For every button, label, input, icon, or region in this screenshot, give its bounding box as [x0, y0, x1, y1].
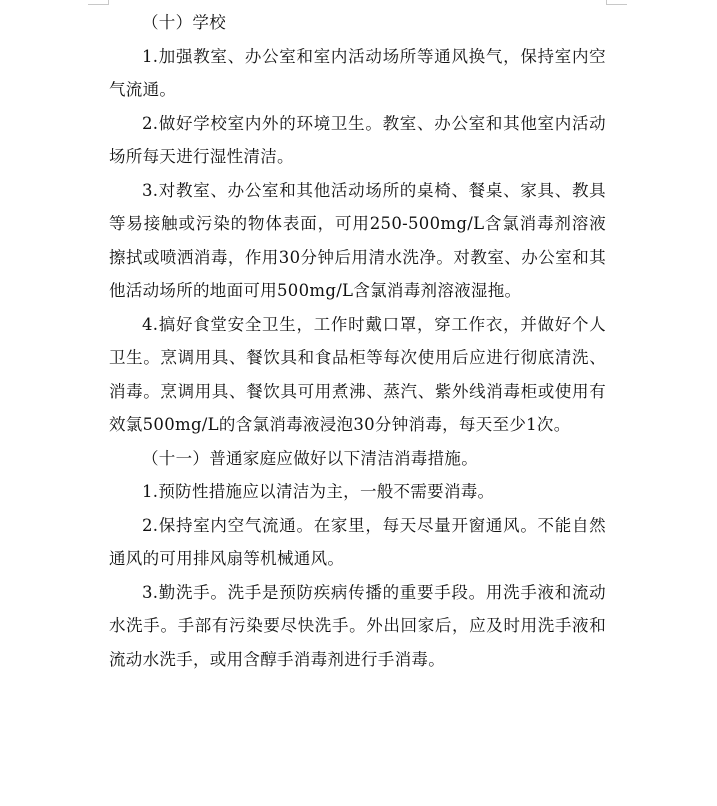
paragraph: 3.勤洗手。洗手是预防疾病传播的重要手段。用洗手液和流动水洗手。手部有污染要尽快洗手。外出回家后，应及时用洗手液和流动水洗手，或用含醇手消毒剂进行手消毒。: [109, 582, 606, 669]
document-body: [109, 6, 606, 676]
paragraph: 1.预防性措施应以清洁为主，一般不需要消毒。: [142, 482, 495, 501]
section-heading-school: （十）学校: [142, 13, 226, 32]
paragraph: 3.对教室、办公室和其他活动场所的桌椅、餐桌、家具、教具等易接触或污染的物体表面，可用250-500mg/L含氯消毒剂溶液擦拭或喷洒消毒，作用30分钟后用清水洗净。对教室、办公室和其他活动场所的地面可用500mg/L含氯消毒剂溶液湿拖。: [109, 180, 606, 300]
section-heading-household: （十一）普通家庭应做好以下清洁消毒措施。: [142, 448, 478, 468]
page-corner-mark-right: [606, 0, 627, 5]
paragraph: 4.搞好食堂安全卫生，工作时戴口罩，穿工作衣，并做好个人卫生。烹调用具、餐饮具和食品柜等每次使用后应进行彻底清洗、消毒。烹调用具、餐饮具可用煮沸、蒸汽、紫外线消毒柜或使用有效氯500mg/L的含氯消毒液浸泡30分钟消毒，每天至少1次。: [109, 314, 606, 434]
paragraph: 2.保持室内空气流通。在家里，每天尽量开窗通风。不能自然通风的可用排风扇等机械通风。: [109, 515, 606, 568]
paragraph: 2.做好学校室内外的环境卫生。教室、办公室和其他室内活动场所每天进行湿性清洁。: [109, 113, 606, 166]
page-corner-mark-left: [88, 0, 109, 5]
paragraph: 1.加强教室、办公室和室内活动场所等通风换气，保持室内空气流通。: [109, 46, 606, 99]
